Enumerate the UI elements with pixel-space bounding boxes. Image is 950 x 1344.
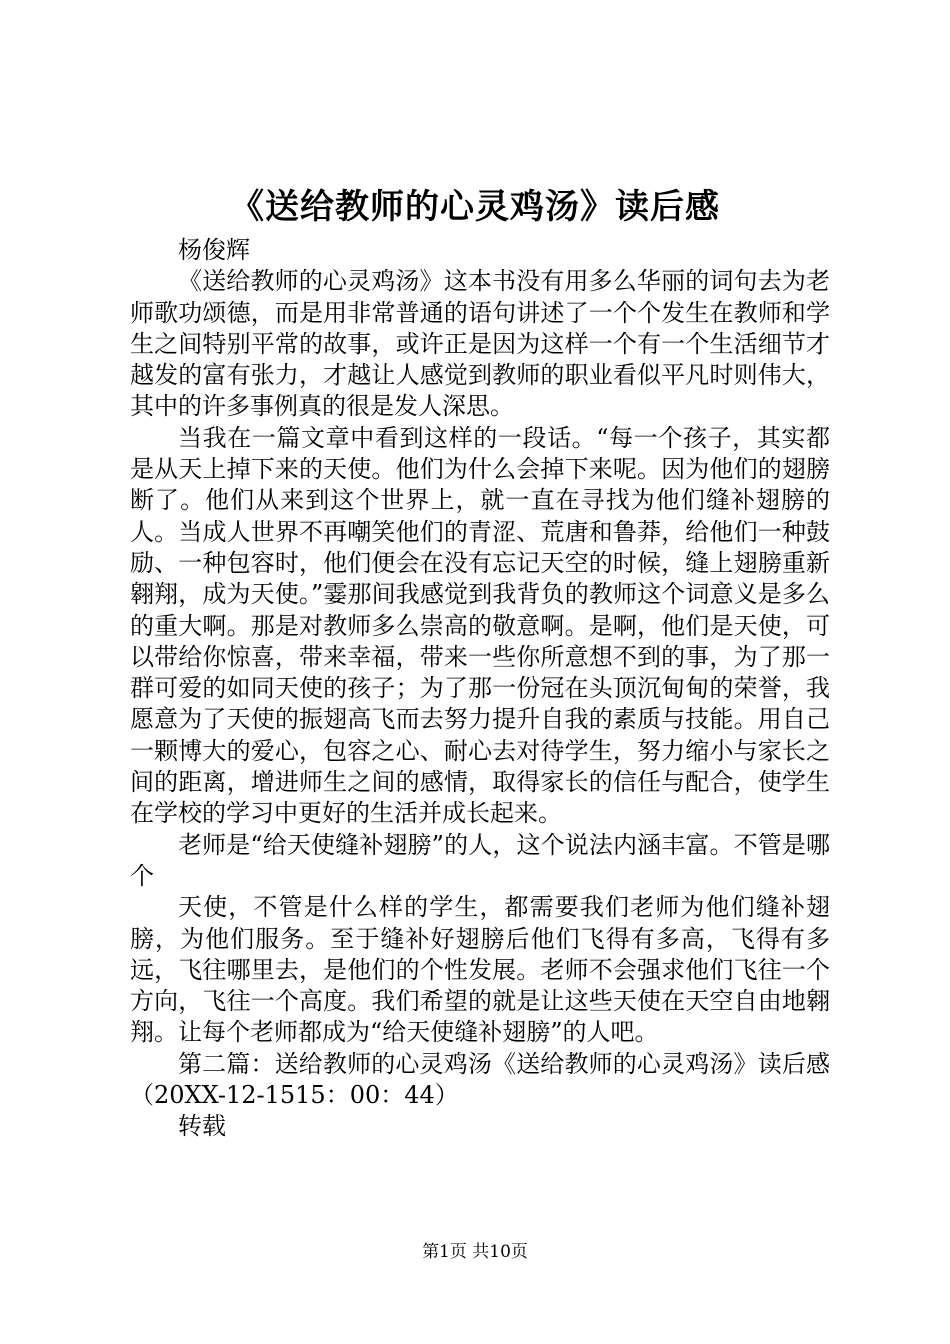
paragraph-6: 转载: [178, 1112, 226, 1141]
page-number-footer: 第1页 共10页: [422, 1242, 528, 1262]
document-title: 《送给教师的心灵鸡汤》读后感: [230, 187, 720, 227]
paragraph-1: 《送给教师的心灵鸡汤》这本书没有用多么华丽的词句去为老师歌功颂德，而是用非常普通的语句讲述了一个个发生在教师和学生之间特别平常的故事，或许正是因为这样一个有一个生活细节才越发的富有张力，才越让人感觉到教师的职业看似平凡时则伟大，其中的许多事例真的很是发人深思。: [130, 267, 830, 421]
paragraph-5: 第二篇：送给教师的心灵鸡汤《送给教师的心灵鸡汤》读后感（20XX-12-1515：00：44）: [130, 1049, 830, 1110]
paragraph-2: 当我在一篇文章中看到这样的一段话。“每一个孩子，其实都是从天上掉下来的天使。他们为什么会掉下来呢。因为他们的翅膀断了。他们从来到这个世界上，就一直在寻找为他们缝补翅膀的人。当成人世界不再嘲笑他们的青涩、荒唐和鲁莽，给他们一种鼓励、一种包容时，他们便会在没有忘记天空的时候，缝上翅膀重新翱翔，成为天使。”霎那间我感觉到我背负的教师这个词意义是多么的重大啊。那是对教师多么崇高的敬意啊。是啊，他们是天使，可以带给你惊喜，带来幸福，带来一些你所意想不到的事，为了那一群可爱的如同天使的孩子；为了那一份冠在头顶沉甸甸的荣誉，我愿意为了天使的振翅高飞而去努力提升自我的素质与技能。用自己一颗博大的爱心，包容之心、耐心去对待学生，努力缩小与家长之间的距离，增进师生之间的感情，取得家长的信任与配合，使学生在学校的学习中更好的生活并成长起来。: [130, 423, 830, 828]
document-body: [130, 235, 830, 1143]
paragraph-3: 老师是“给天使缝补翅膀”的人，这个说法内涵丰富。不管是哪个: [130, 830, 830, 890]
paragraph-4: 天使，不管是什么样的学生，都需要我们老师为他们缝补翅膀，为他们服务。至于缝补好翅膀后他们飞得有多高，飞得有多远，飞往哪里去，是他们的个性发展。老师不会强求他们飞往一个方向，飞往一个高度。我们希望的就是让这些天使在天空自由地翱翔。让每个老师都成为“给天使缝补翅膀”的人吧。: [130, 893, 830, 1047]
author-line: 杨俊辉: [178, 236, 250, 264]
